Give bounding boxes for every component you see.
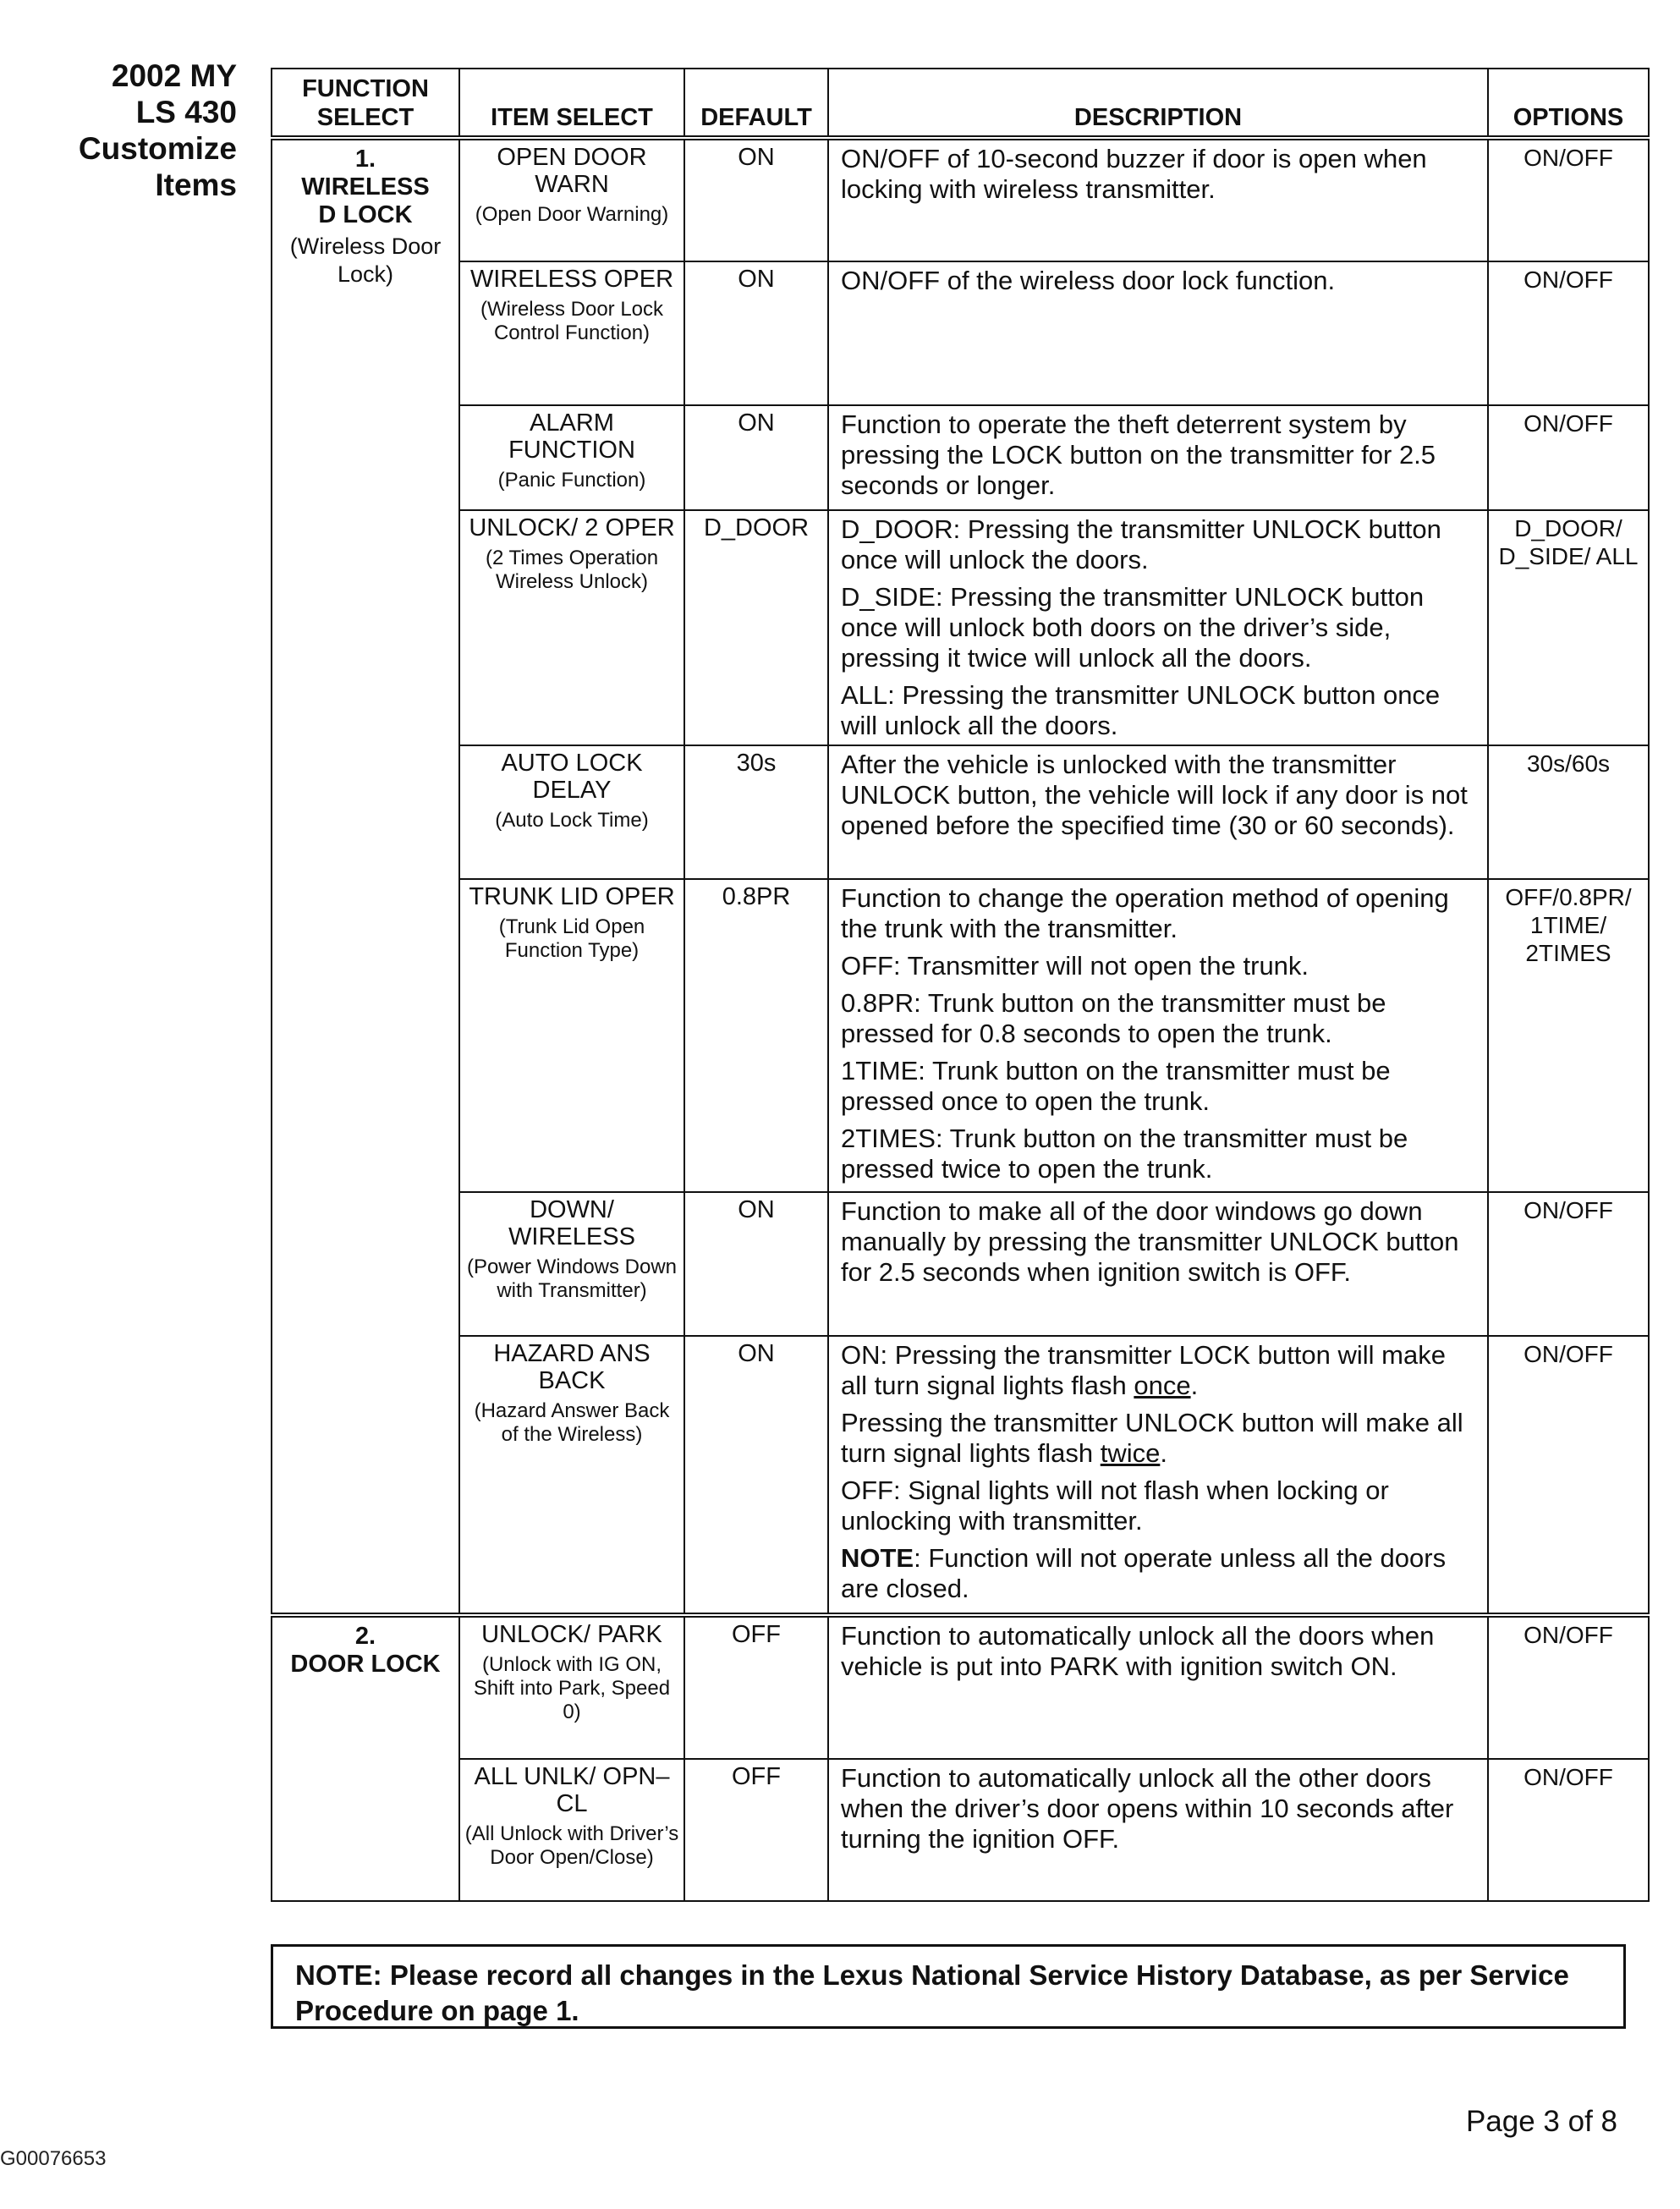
item-subtitle: (2 Times Operation Wireless Unlock): [485, 547, 659, 593]
note-text: NOTE: Please record all changes in the Lexus National Service History Database, as per Service Procedure on page 1.: [295, 1959, 1569, 2026]
item-subtitle: (Power Windows Down with Transmitter): [466, 1256, 678, 1302]
item-name: OPEN DOOR WARN: [497, 144, 647, 198]
item-name: WIRELESS OPER: [469, 266, 674, 293]
description-cell: [828, 1192, 1488, 1336]
description-text: 1TIME: Trunk button on the transmitter must be pressed once to open the trunk.: [841, 1056, 1391, 1116]
header-options: OPTIONS: [1488, 69, 1649, 138]
item-cell: [459, 1336, 684, 1615]
item-subtitle: (Wireless Door Lock Control Function): [480, 298, 664, 344]
options-value: ON/OFF: [1488, 261, 1649, 405]
default-value: 0.8PR: [684, 879, 828, 1192]
default-value: OFF: [684, 1615, 828, 1759]
description-text: ALL: Pressing the transmitter UNLOCK button once will unlock all the doors.: [841, 680, 1441, 740]
item-cell: [459, 879, 684, 1192]
header-description: DESCRIPTION: [828, 69, 1488, 138]
table-row: [272, 510, 1649, 745]
description-text: OFF: Transmitter will not open the trunk.: [841, 951, 1309, 981]
table-row: [272, 879, 1649, 1192]
function-group-wireless-d-lock: [272, 138, 459, 1615]
emphasis-twice: twice: [1100, 1438, 1161, 1468]
default-value: 30s: [684, 745, 828, 879]
options-value: ON/OFF: [1488, 138, 1649, 261]
options-value: OFF/0.8PR/ 1TIME/ 2TIMES: [1488, 879, 1649, 1192]
description-cell: [828, 261, 1488, 405]
title-line-model-year: 2002 MY: [111, 58, 237, 93]
description-text: ON: Pressing the transmitter LOCK button will make all turn signal lights flash once.: [841, 1340, 1446, 1400]
description-text: D_SIDE: Pressing the transmitter UNLOCK button once will unlock both doors on the driver’s side, pressing it twice will unlock all the doors.: [841, 582, 1425, 673]
description-text: 0.8PR: Trunk button on the transmitter must be pressed for 0.8 seconds to open the trunk.: [841, 988, 1386, 1048]
document-title: [51, 58, 237, 203]
default-value: D_DOOR: [684, 510, 828, 745]
table-row: [272, 1336, 1649, 1615]
description-text: ON/OFF of 10-second buzzer if door is open when locking with wireless transmitter.: [841, 144, 1427, 204]
group-name-line2: D LOCK: [318, 201, 413, 228]
description-text: Pressing the transmitter UNLOCK button will make all turn signal lights flash twice.: [841, 1408, 1463, 1468]
description-cell: [828, 510, 1488, 745]
description-cell: [828, 745, 1488, 879]
document-id: G00076653: [0, 2147, 107, 2170]
header-function-select: FUNCTION SELECT: [272, 69, 459, 138]
item-cell: [459, 1615, 684, 1759]
table-row: [272, 1615, 1649, 1759]
table-row: [272, 745, 1649, 879]
title-line-customize: Customize: [78, 131, 237, 166]
header-default: DEFAULT: [684, 69, 828, 138]
description-cell: [828, 1615, 1488, 1759]
item-subtitle: (Unlock with IG ON, Shift into Park, Speed 0): [473, 1653, 671, 1723]
title-line-items: Items: [155, 168, 237, 202]
customize-items-table: [271, 68, 1650, 1902]
item-cell: [459, 1759, 684, 1901]
description-text: D_DOOR: Pressing the transmitter UNLOCK button once will unlock the doors.: [841, 514, 1441, 574]
group-number: 1.: [354, 146, 376, 173]
description-text: Function to operate the theft deterrent system by pressing the LOCK button on the transmitter for 2.5 seconds or longer.: [841, 409, 1436, 500]
item-subtitle: (Trunk Lid Open Function Type): [498, 915, 645, 962]
group-number: 2.: [354, 1623, 376, 1650]
note-box: [271, 1944, 1626, 2029]
description-text: Function to automatically unlock all the doors when vehicle is put into PARK with ignition switch ON.: [841, 1621, 1435, 1681]
function-group-door-lock: [272, 1615, 459, 1901]
item-cell: [459, 405, 684, 510]
group-name-line1: WIRELESS: [301, 173, 430, 201]
item-name: TRUNK LID OPER: [469, 883, 675, 910]
item-cell: [459, 510, 684, 745]
options-value: 30s/60s: [1488, 745, 1649, 879]
table-row: [272, 405, 1649, 510]
item-cell: [459, 745, 684, 879]
item-name: HAZARD ANS BACK: [493, 1340, 651, 1394]
description-text: Function to automatically unlock all the other doors when the driver’s door opens within 10 seconds after turning the ignition OFF.: [841, 1763, 1454, 1854]
options-value: ON/OFF: [1488, 1759, 1649, 1901]
item-cell: [459, 138, 684, 261]
header-item-select: ITEM SELECT: [459, 69, 684, 138]
description-text: ON/OFF of the wireless door lock function.: [841, 266, 1336, 295]
page-number: Page 3 of 8: [1465, 2105, 1617, 2138]
default-value: ON: [684, 138, 828, 261]
table-row: [272, 1759, 1649, 1901]
item-cell: [459, 1192, 684, 1336]
item-name: AUTO LOCK DELAY: [501, 750, 643, 804]
description-text: After the vehicle is unlocked with the transmitter UNLOCK button, the vehicle will lock if any door is not opened before the specified time (30 or 60 seconds).: [841, 750, 1468, 840]
description-text: 2TIMES: Trunk button on the transmitter must be pressed twice to open the trunk.: [841, 1124, 1408, 1184]
item-subtitle: (Open Door Warning): [475, 203, 669, 226]
title-line-model: LS 430: [135, 95, 237, 129]
default-value: ON: [684, 1336, 828, 1615]
item-cell: [459, 261, 684, 405]
description-cell: [828, 405, 1488, 510]
item-subtitle: (Hazard Answer Back of the Wireless): [474, 1399, 670, 1446]
description-cell: [828, 879, 1488, 1192]
options-value: ON/OFF: [1488, 405, 1649, 510]
options-value: ON/OFF: [1488, 1192, 1649, 1336]
item-subtitle: (Panic Function): [497, 469, 646, 492]
group-subtitle: (Wireless Door Lock): [289, 234, 442, 287]
table-row: [272, 138, 1649, 261]
table-row: [272, 261, 1649, 405]
options-value: D_DOOR/ D_SIDE/ ALL: [1488, 510, 1649, 745]
table-header-row: [272, 69, 1649, 138]
table-row: [272, 1192, 1649, 1336]
description-cell: [828, 1336, 1488, 1615]
options-value: ON/OFF: [1488, 1615, 1649, 1759]
item-name: UNLOCK/ 2 OPER: [469, 514, 675, 541]
description-text: OFF: Signal lights will not flash when locking or unlocking with transmitter.: [841, 1475, 1389, 1536]
note-label: NOTE: [841, 1543, 914, 1573]
description-text: Function to make all of the door windows go down manually by pressing the transmitter UNLOCK button for 2.5 seconds when ignition switch is OFF.: [841, 1196, 1459, 1287]
item-subtitle: (Auto Lock Time): [495, 809, 649, 832]
default-value: OFF: [684, 1759, 828, 1901]
options-value: ON/OFF: [1488, 1336, 1649, 1615]
description-cell: [828, 138, 1488, 261]
item-name: UNLOCK/ PARK: [481, 1621, 662, 1648]
item-name: ALL UNLK/ OPN–CL: [474, 1763, 670, 1817]
default-value: ON: [684, 1192, 828, 1336]
item-name: ALARM FUNCTION: [508, 409, 635, 464]
item-name: DOWN/ WIRELESS: [508, 1196, 635, 1250]
default-value: ON: [684, 261, 828, 405]
description-cell: [828, 1759, 1488, 1901]
item-subtitle: (All Unlock with Driver’s Door Open/Close): [464, 1822, 679, 1869]
group-name-line1: DOOR LOCK: [290, 1651, 441, 1678]
description-text: Function to change the operation method of opening the trunk with the transmitter.: [841, 883, 1449, 943]
description-text: NOTE: Function will not operate unless all the doors are closed.: [841, 1543, 1447, 1603]
emphasis-once: once: [1134, 1371, 1191, 1400]
default-value: ON: [684, 405, 828, 510]
